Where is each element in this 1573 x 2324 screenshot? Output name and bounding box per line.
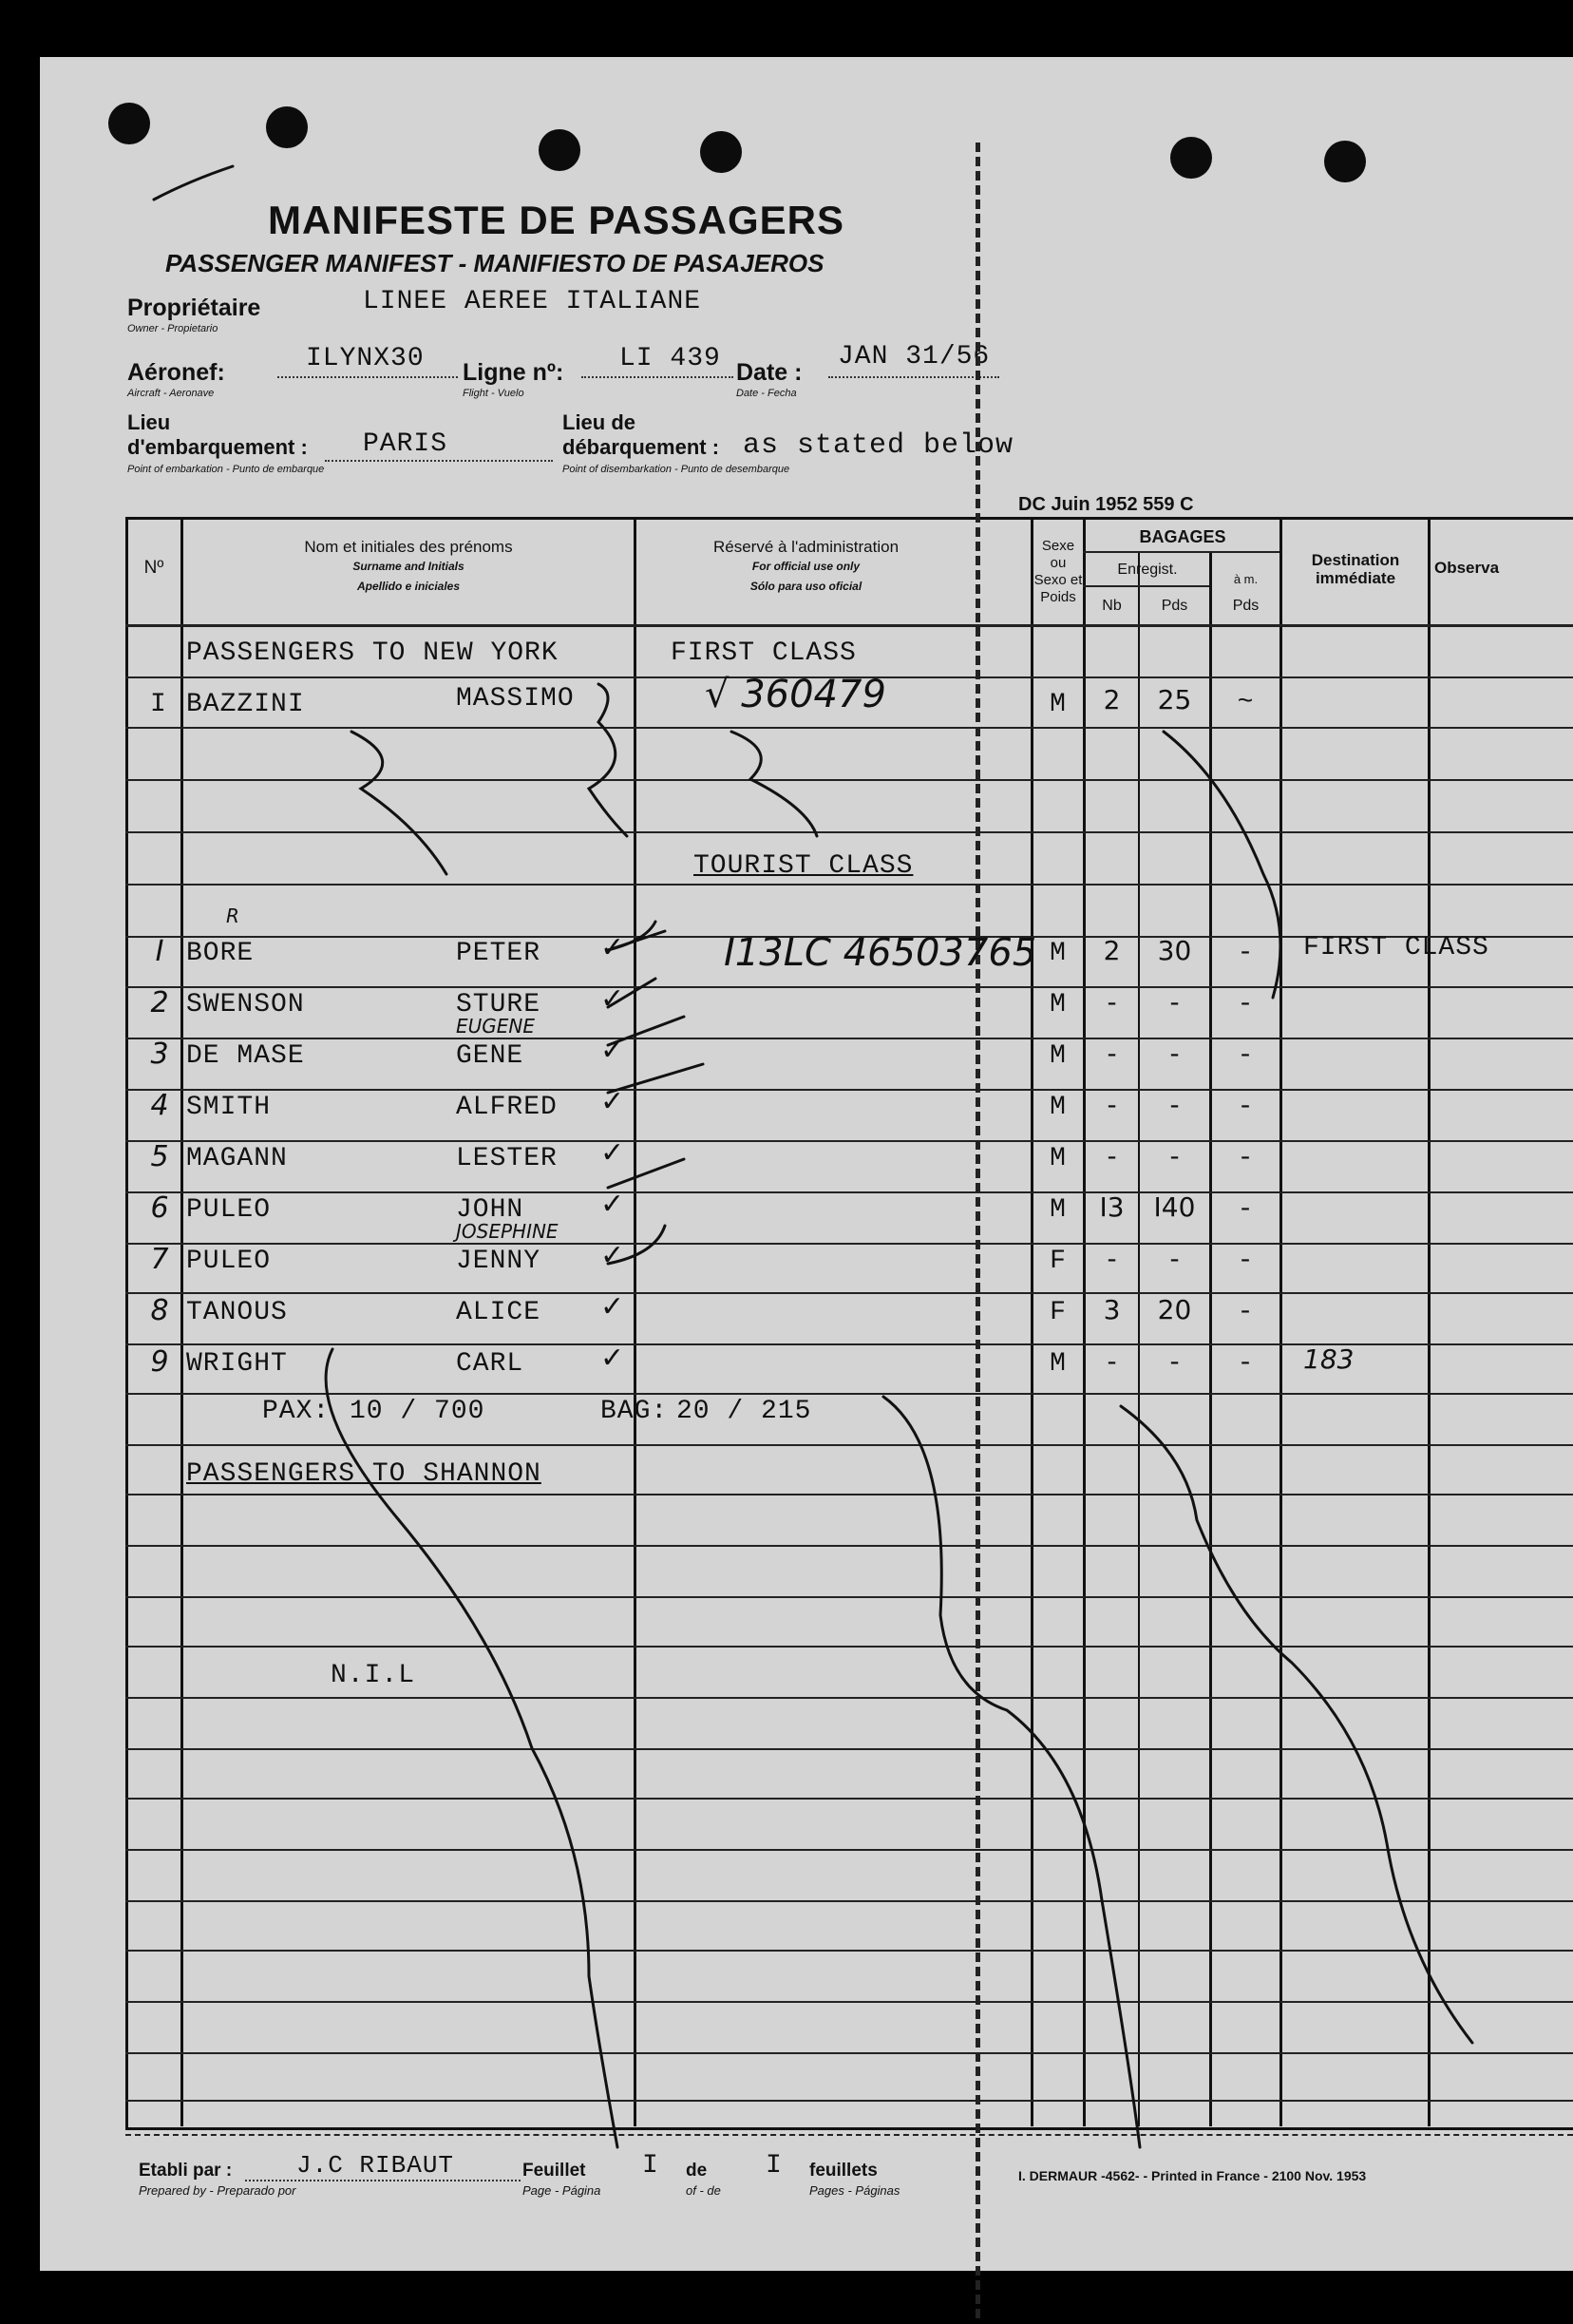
of-label: de <box>686 2161 708 2181</box>
passenger-no: 8 <box>150 1294 169 1327</box>
row-rule <box>125 2052 1573 2054</box>
row-rule <box>125 1646 1573 1648</box>
passenger-unreg: - <box>1237 1349 1255 1379</box>
first-class-label: FIRST CLASS <box>671 638 857 668</box>
passenger-surname: WRIGHT <box>186 1349 288 1379</box>
row-rule <box>125 2100 1573 2102</box>
owner-label: Propriétaire <box>127 295 261 321</box>
check-mark-icon: ✓ <box>600 1239 625 1272</box>
row-rule <box>125 1950 1573 1952</box>
aircraft-label: Aéronef: <box>127 359 225 386</box>
col-admin-header <box>636 538 976 596</box>
col-destination-header: Destination immédiate <box>1311 551 1400 587</box>
sheets-sub: Pages - Páginas <box>809 2183 900 2198</box>
prepared-underline <box>245 2180 521 2181</box>
passenger-first-name: STURE <box>456 990 541 1019</box>
sheets-label: feuillets <box>809 2161 878 2181</box>
row-rule <box>125 986 1573 988</box>
passenger-sex: M <box>1050 990 1067 1019</box>
pax-value: 10 / 700 <box>350 1397 485 1426</box>
disembark-sub: Point of disembarkation - Punto de desembarque <box>562 464 790 475</box>
passenger-bag-count: - <box>1107 1140 1117 1172</box>
sheet-sub: Page - Página <box>522 2183 601 2198</box>
passenger-bag-weight: - <box>1169 1243 1180 1274</box>
col-name-sub1: Surname and Initials <box>352 560 464 573</box>
row-rule <box>125 1393 1573 1395</box>
passenger-sex: M <box>1050 1195 1067 1225</box>
passenger-bag-count: - <box>1107 1243 1117 1274</box>
row-rule <box>125 1038 1573 1039</box>
row-rule <box>125 1849 1573 1851</box>
sheet-label: Feuillet <box>522 2161 586 2181</box>
footer-rule <box>125 2134 1573 2136</box>
aircraft-value: ILYNX30 <box>306 344 425 373</box>
form-title: MANIFESTE DE PASSAGERS <box>268 198 844 242</box>
passenger-unreg: - <box>1237 1247 1255 1276</box>
baggage-header-rule <box>1083 551 1279 553</box>
passenger-unreg: - <box>1237 1195 1255 1225</box>
check-mark-icon: ✓ <box>600 1188 625 1221</box>
row-rule <box>125 1292 1573 1294</box>
form-code: DC Juin 1952 559 C <box>1018 494 1194 515</box>
section-shannon: PASSENGERS TO SHANNON <box>186 1459 541 1489</box>
disembark-label-1: Lieu de <box>562 410 636 434</box>
fc-nb: 2 <box>1103 684 1121 715</box>
manifest-sheet <box>40 57 1573 2271</box>
row-rule <box>125 1140 1573 1142</box>
header-rule <box>125 624 1573 627</box>
fc-no: I <box>150 690 167 719</box>
check-mark-icon: ✓ <box>600 1034 625 1067</box>
punch-hole <box>1170 137 1212 179</box>
passenger-correction: EUGENE <box>456 1015 536 1038</box>
check-mark-icon: ✓ <box>600 982 625 1016</box>
passenger-no: 2 <box>150 986 169 1019</box>
col-baggage-header: BAGAGES <box>1139 527 1226 546</box>
passenger-sex: M <box>1050 1041 1067 1071</box>
col-name-title: Nom et initiales des prénoms <box>304 538 513 556</box>
disembark-label-2: débarquement : <box>562 435 720 459</box>
date-underline <box>828 376 999 379</box>
check-mark-icon: ✓ <box>600 1342 625 1375</box>
check-mark-icon: ✓ <box>600 1136 625 1170</box>
row-rule <box>125 1343 1573 1345</box>
passenger-no: 6 <box>150 1191 169 1225</box>
row-rule <box>125 1697 1573 1699</box>
passenger-sex: M <box>1050 1144 1067 1173</box>
prepared-label: Etabli par : <box>139 2161 233 2181</box>
passenger-unreg: - <box>1237 1298 1255 1327</box>
fc-surname: BAZZINI <box>186 690 305 719</box>
col-sex-header <box>1033 538 1083 606</box>
passenger-correction: JOSEPHINE <box>456 1220 559 1243</box>
fc-pds: 25 <box>1157 684 1192 715</box>
fc-first: MASSIMO <box>456 684 575 714</box>
embark-value: PARIS <box>363 429 448 459</box>
passenger-bag-weight: 30 <box>1157 935 1192 966</box>
line-label: Ligne nº: <box>463 359 564 386</box>
row-rule <box>125 2001 1573 2003</box>
pax-label: PAX: <box>262 1397 331 1426</box>
fc-unreg: ~ <box>1237 688 1255 717</box>
passenger-unreg: - <box>1237 1144 1255 1173</box>
check-mark-icon: ✓ <box>600 931 625 964</box>
baggage-header-rule <box>1083 585 1209 587</box>
passenger-unreg: - <box>1237 939 1255 968</box>
printer-note: I. DERMAUR -4562- - Printed in France - 2100 Nov. 1953 <box>1018 2168 1367 2183</box>
col-divider <box>1428 517 1431 2126</box>
col-admin-sub1: For official use only <box>751 560 861 573</box>
passenger-sex: F <box>1050 1247 1067 1276</box>
passenger-surname: DE MASE <box>186 1041 305 1071</box>
col-name-header <box>183 538 634 596</box>
total-value: I <box>766 2151 783 2181</box>
passenger-correction: R <box>226 905 239 927</box>
col-observations-header: Observa <box>1434 559 1500 577</box>
passenger-bag-count: 2 <box>1103 935 1121 966</box>
date-value: JAN 31/56 <box>838 342 991 371</box>
punch-hole <box>539 129 580 171</box>
passenger-bag-count: I3 <box>1099 1191 1125 1223</box>
embark-sub: Point of embarkation - Punto de embarque <box>127 464 325 475</box>
passenger-surname: SMITH <box>186 1093 272 1122</box>
passenger-first-name: JENNY <box>456 1247 541 1276</box>
passenger-first-name: ALFRED <box>456 1093 558 1122</box>
passenger-sex: F <box>1050 1298 1067 1327</box>
passenger-bag-weight: 20 <box>1157 1294 1192 1325</box>
form-subtitle: PASSENGER MANIFEST - MANIFIESTO DE PASAJEROS <box>165 249 824 277</box>
row-rule <box>125 1494 1573 1495</box>
tourist-class-label: TOURIST CLASS <box>693 851 914 881</box>
passenger-bag-count: 3 <box>1103 1294 1121 1325</box>
col-sex-2: ou <box>1050 555 1067 571</box>
passenger-destination: FIRST CLASS <box>1303 933 1489 962</box>
passenger-first-name: LESTER <box>456 1144 558 1173</box>
row-rule <box>125 1900 1573 1902</box>
row-rule <box>125 727 1573 729</box>
col-sex-4: Poids <box>1040 589 1076 605</box>
punch-hole <box>266 106 308 148</box>
fold-line <box>976 143 980 2318</box>
passenger-bag-weight: - <box>1169 1038 1180 1069</box>
passenger-first-name: CARL <box>456 1349 524 1379</box>
owner-value: LINEE AEREE ITALIANE <box>363 287 702 316</box>
embark-label-2: d'embarquement : <box>127 435 308 459</box>
line-value: LI 439 <box>619 344 721 373</box>
sheet-value: I <box>642 2151 659 2181</box>
fc-ticket: √ 360479 <box>705 673 886 716</box>
of-sub: of - de <box>686 2183 721 2198</box>
col-pds-header: Pds <box>1161 598 1188 614</box>
col-divider <box>634 517 636 2126</box>
col-admin-title: Réservé à l'administration <box>712 538 900 556</box>
passenger-unreg: - <box>1237 990 1255 1019</box>
passenger-surname: TANOUS <box>186 1298 288 1327</box>
check-mark-icon: ✓ <box>600 1290 625 1324</box>
owner-sub: Owner - Propietario <box>127 323 218 334</box>
passenger-no: 9 <box>150 1345 169 1379</box>
passenger-bag-weight: - <box>1169 986 1180 1018</box>
passenger-bag-count: - <box>1107 986 1117 1018</box>
passenger-first-name: PETER <box>456 939 541 968</box>
passenger-surname: PULEO <box>186 1195 272 1225</box>
passenger-bag-weight: I40 <box>1153 1191 1196 1223</box>
row-rule <box>125 1444 1573 1446</box>
line-underline <box>581 376 733 379</box>
row-rule <box>125 1243 1573 1245</box>
passenger-no: 7 <box>150 1243 169 1276</box>
passenger-sex: M <box>1050 1093 1067 1122</box>
punch-hole <box>700 131 742 173</box>
aircraft-sub: Aircraft - Aeronave <box>127 388 215 399</box>
passenger-surname: PULEO <box>186 1247 272 1276</box>
ticket-note: I13LC 46503765 <box>724 931 1037 975</box>
bag-label: BAG: <box>600 1397 669 1426</box>
row-rule <box>125 1596 1573 1598</box>
row-rule <box>125 831 1573 833</box>
passenger-unreg: - <box>1237 1041 1255 1071</box>
prepared-sub: Prepared by - Preparado por <box>139 2183 296 2198</box>
punch-hole <box>1324 141 1366 182</box>
date-sub: Date - Fecha <box>736 388 797 399</box>
col-name-sub2: Apellido e iniciales <box>356 580 461 593</box>
passenger-bag-weight: - <box>1169 1089 1180 1120</box>
passenger-destination: 183 <box>1303 1343 1355 1375</box>
row-rule <box>125 1798 1573 1800</box>
row-rule <box>125 1748 1573 1750</box>
col-sex-1: Sexe <box>1041 538 1075 554</box>
fc-sex: M <box>1050 690 1067 719</box>
date-label: Date : <box>736 359 803 386</box>
manifest-table <box>125 517 1573 2130</box>
passenger-bag-weight: - <box>1169 1140 1180 1172</box>
col-divider <box>1279 517 1282 2126</box>
section-new-york: PASSENGERS TO NEW YORK <box>186 638 559 668</box>
row-rule <box>125 779 1573 781</box>
passenger-no: I <box>155 935 164 968</box>
passenger-surname: MAGANN <box>186 1144 288 1173</box>
col-pds2-header: Pds <box>1232 598 1260 614</box>
row-rule <box>125 1545 1573 1547</box>
passenger-sex: M <box>1050 939 1067 968</box>
passenger-unreg: - <box>1237 1093 1255 1122</box>
col-nb-header: Nb <box>1102 598 1122 614</box>
row-rule <box>125 1089 1573 1091</box>
col-registered-header: Enregist. <box>1117 562 1178 578</box>
passenger-first-name: JOHN <box>456 1195 524 1225</box>
embark-underline <box>325 460 553 463</box>
passenger-surname: BORE <box>186 939 255 968</box>
col-divider <box>1138 551 1140 2126</box>
col-no-header: Nº <box>143 558 164 578</box>
row-rule <box>125 884 1573 886</box>
col-divider <box>1209 551 1212 2126</box>
line-sub: Flight - Vuelo <box>463 388 524 399</box>
passenger-surname: SWENSON <box>186 990 305 1019</box>
col-admin-sub2: Sólo para uso oficial <box>749 580 862 593</box>
passenger-bag-count: - <box>1107 1345 1117 1377</box>
row-rule <box>125 1191 1573 1193</box>
passenger-first-name: ALICE <box>456 1298 541 1327</box>
embark-label-1: Lieu <box>127 410 171 434</box>
passenger-sex: M <box>1050 1349 1067 1379</box>
prepared-value: J.C RIBAUT <box>296 2151 455 2180</box>
aircraft-underline <box>277 376 458 379</box>
col-sex-3: Sexo et <box>1033 572 1083 588</box>
bag-value: 20 / 215 <box>676 1397 812 1426</box>
passenger-bag-weight: - <box>1169 1345 1180 1377</box>
passenger-bag-count: - <box>1107 1089 1117 1120</box>
passenger-first-name: GENE <box>456 1041 524 1071</box>
col-divider <box>180 517 183 2126</box>
check-mark-icon: ✓ <box>600 1085 625 1118</box>
punch-hole <box>108 103 150 144</box>
passenger-no: 3 <box>150 1038 169 1071</box>
disembark-value: as stated below <box>743 429 1014 462</box>
passenger-no: 5 <box>150 1140 169 1173</box>
col-unreg-header: à m. <box>1233 572 1259 586</box>
passenger-no: 4 <box>150 1089 169 1122</box>
nil-entry: N.I.L <box>331 1661 416 1690</box>
passenger-bag-count: - <box>1107 1038 1117 1069</box>
